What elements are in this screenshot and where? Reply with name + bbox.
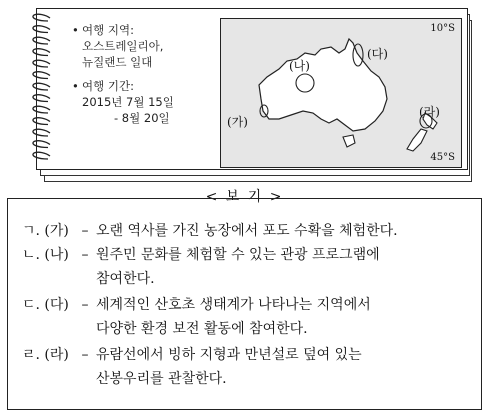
tasmania bbox=[343, 135, 355, 147]
choice-dash: – bbox=[81, 347, 89, 363]
spiral-ring bbox=[33, 37, 50, 44]
bullet-icon: • bbox=[72, 79, 79, 93]
spiral-ring bbox=[33, 141, 50, 148]
spiral-ring bbox=[33, 106, 50, 113]
choice-text: 유람선에서 빙하 지형과 만년설로 덮여 있는 bbox=[96, 347, 362, 363]
latitude-bottom: 45°S bbox=[430, 152, 455, 163]
choice-row bbox=[22, 219, 398, 243]
bullet-icon: • bbox=[72, 23, 79, 37]
choice-text: 오랜 역사를 가진 농장에서 포도 수확을 체험한다. bbox=[96, 223, 398, 239]
choice-text: 원주민 문화를 체험할 수 있는 관광 프로그램에 bbox=[96, 247, 380, 263]
spiral-ring bbox=[33, 152, 50, 159]
choice-row bbox=[22, 293, 371, 317]
region-line2: 뉴질랜드 일대 bbox=[82, 55, 153, 69]
choice-row bbox=[22, 243, 380, 267]
map-label-ga: (가) bbox=[227, 115, 248, 129]
spiral-ring bbox=[33, 95, 50, 102]
spiral-ring bbox=[33, 49, 50, 56]
map-label-da: (다) bbox=[367, 47, 388, 61]
choice-text-cont: 다양한 환경 보전 활동에 참여한다. bbox=[96, 321, 308, 337]
choice-text-cont: 산봉우리를 관찰한다. bbox=[96, 371, 227, 387]
spiral-ring bbox=[33, 83, 50, 90]
period-label: 여행 기간: bbox=[82, 79, 134, 93]
new-zealand-south bbox=[407, 129, 427, 151]
choices-box bbox=[7, 198, 482, 410]
map-drawing bbox=[221, 19, 461, 167]
region-label: 여행 지역: bbox=[82, 23, 134, 37]
choice-dash: – bbox=[81, 223, 89, 239]
spiral-ring bbox=[33, 60, 50, 67]
region-line1: 오스트레일리아, bbox=[82, 39, 164, 53]
choice-text-cont: 참여한다. bbox=[96, 271, 155, 287]
travel-notebook bbox=[20, 8, 470, 180]
travel-info bbox=[72, 22, 212, 126]
choice-key: ㄴ. (나) bbox=[22, 247, 69, 263]
choice-key: ㄷ. (다) bbox=[22, 297, 69, 313]
spiral-ring bbox=[33, 26, 50, 33]
spiral-binding-icon bbox=[20, 8, 60, 180]
australia-nz-map bbox=[220, 18, 462, 168]
spiral-ring bbox=[33, 72, 50, 79]
choices-title: < 보 기 > bbox=[205, 189, 284, 205]
choice-dash: – bbox=[81, 247, 89, 263]
map-label-na: (나) bbox=[289, 59, 310, 73]
period-line1: 2015년 7월 15일 bbox=[82, 95, 174, 109]
choice-text: 세계적인 산호초 생태계가 나타나는 지역에서 bbox=[96, 297, 371, 313]
choice-key: ㄱ. (가) bbox=[22, 223, 69, 239]
choice-row bbox=[22, 343, 362, 367]
spiral-ring bbox=[33, 129, 50, 136]
spiral-ring bbox=[33, 14, 50, 21]
choice-key: ㄹ. (라) bbox=[22, 347, 69, 363]
period-line2: - 8월 20일 bbox=[114, 111, 170, 125]
spiral-ring bbox=[33, 118, 50, 125]
choice-dash: – bbox=[81, 297, 89, 313]
map-label-ra: (라) bbox=[419, 105, 440, 119]
latitude-top: 10°S bbox=[430, 23, 455, 34]
